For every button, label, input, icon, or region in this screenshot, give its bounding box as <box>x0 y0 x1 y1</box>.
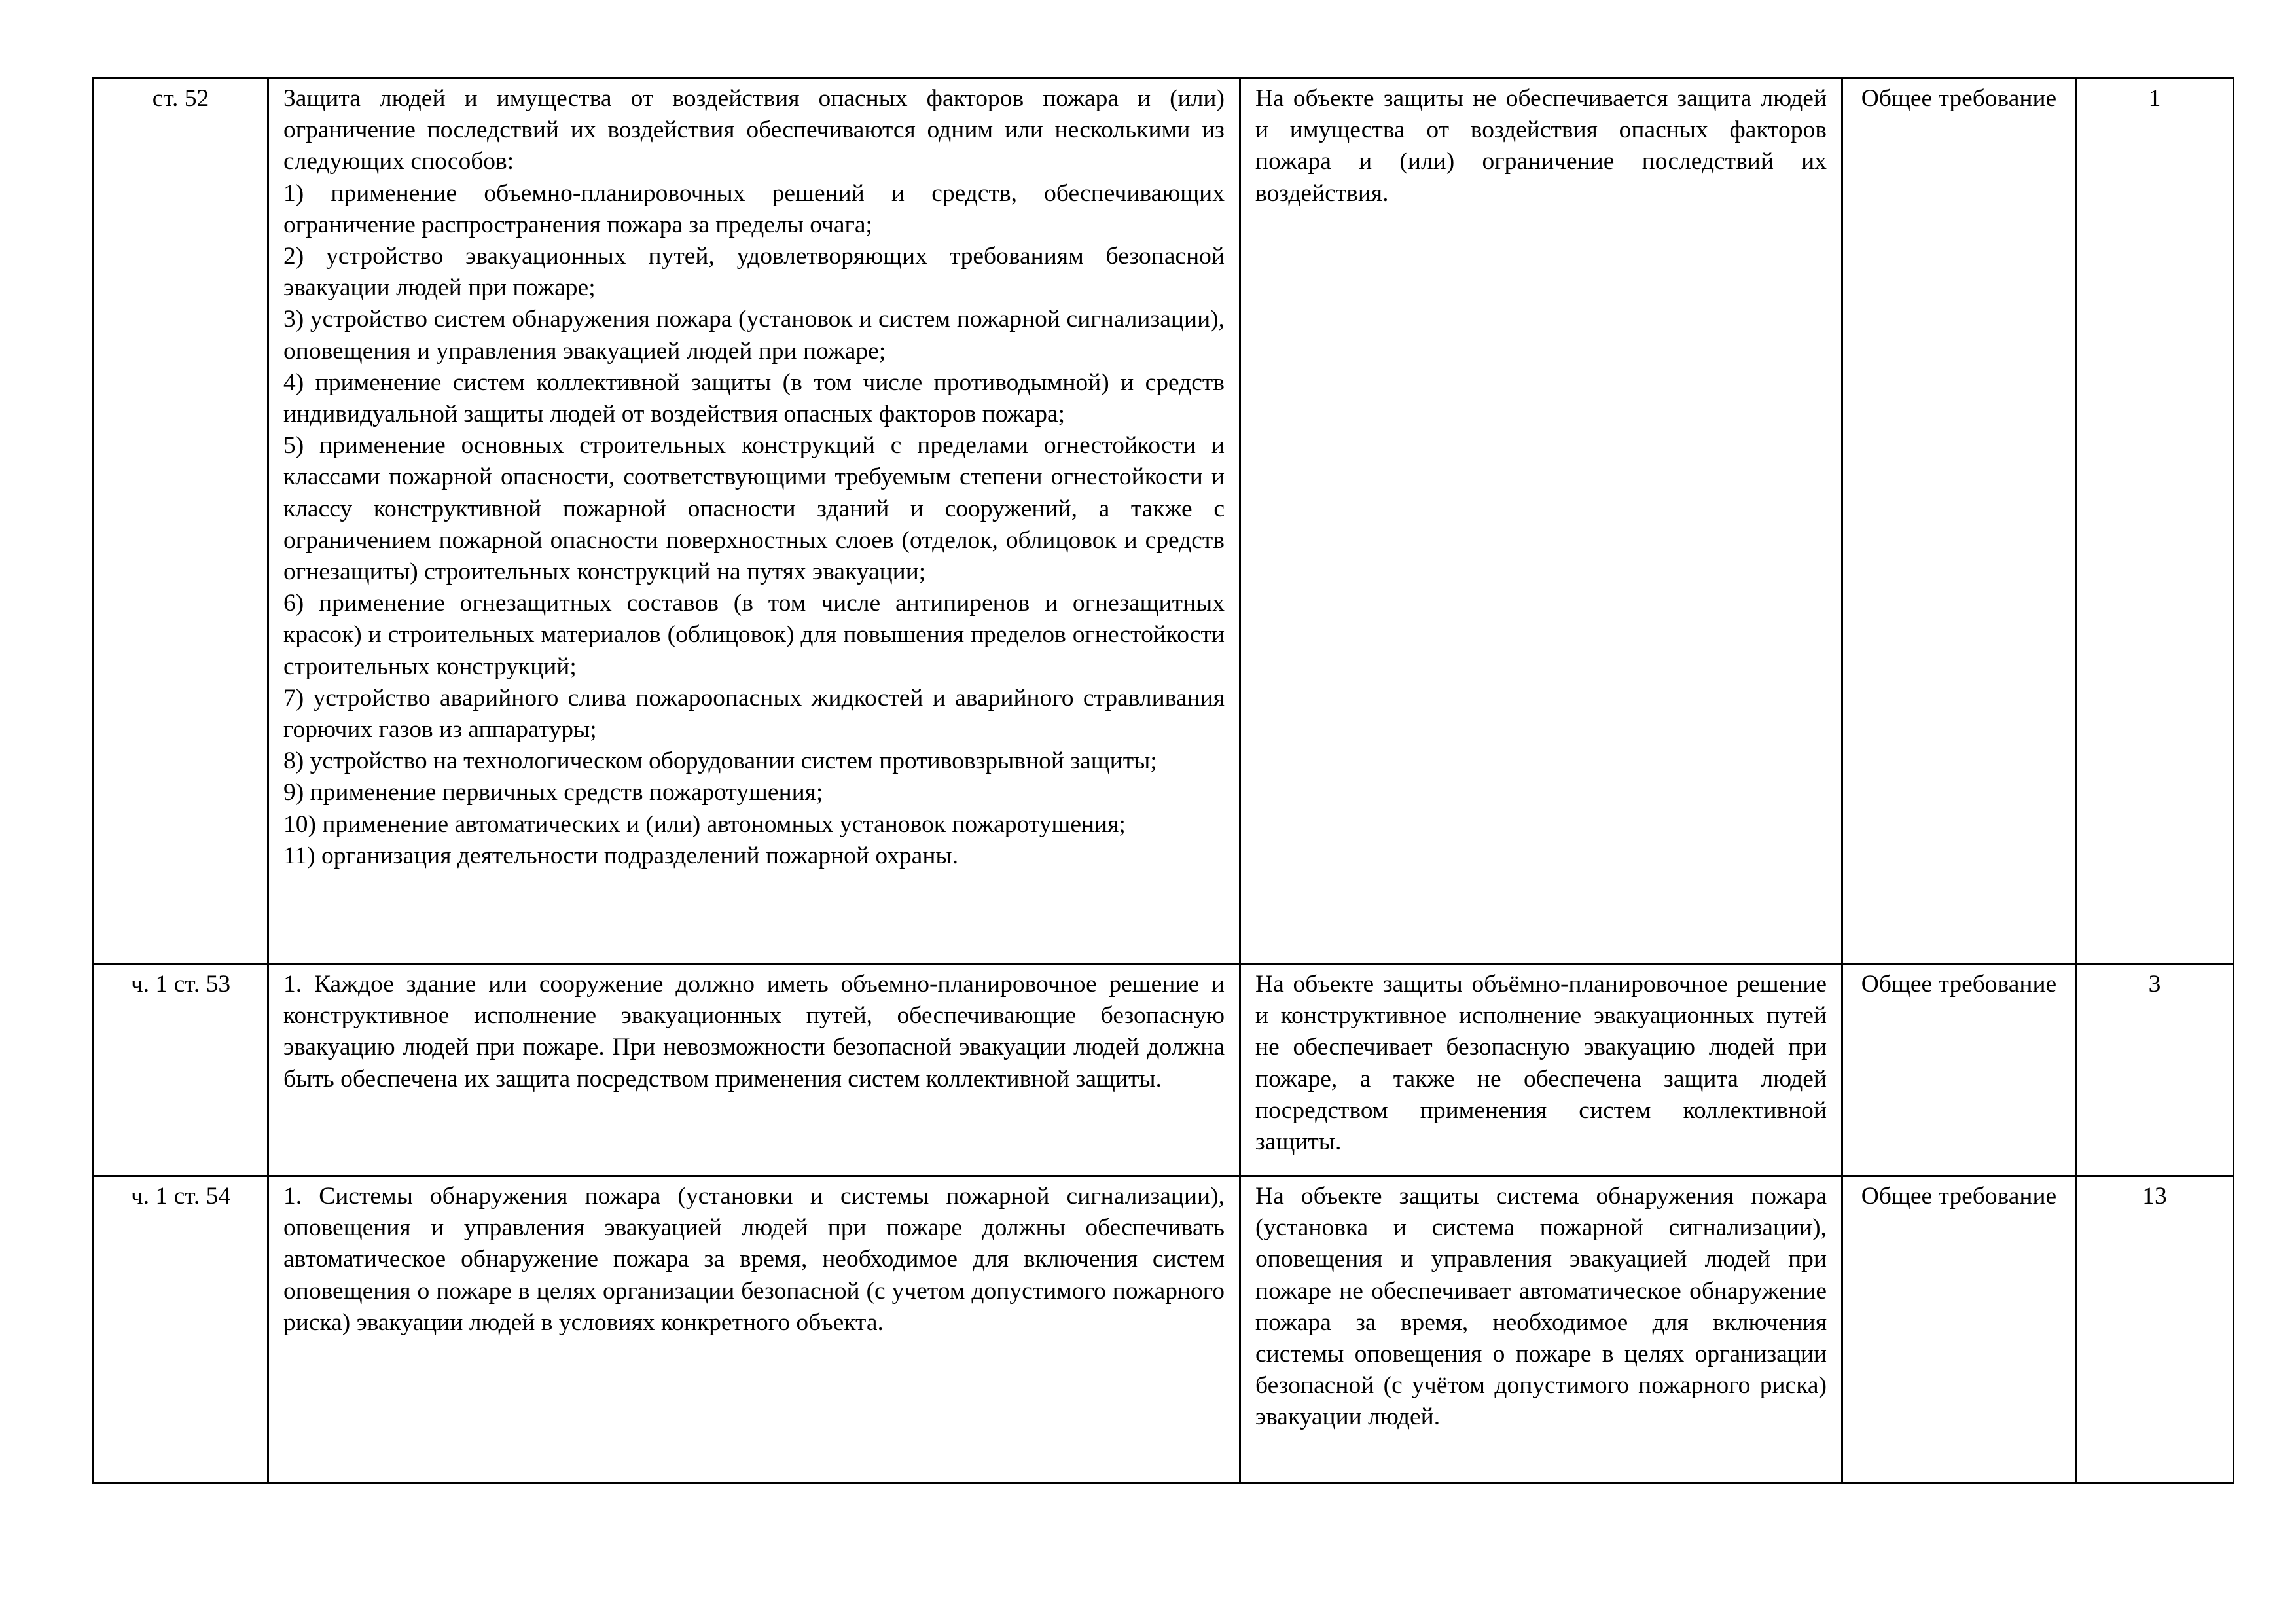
requirement-text-line: 8) устройство на технологическом оборудовании систем противовзрывной защиты; <box>283 748 1157 775</box>
requirement-text-line: 10) применение автоматических и (или) автономных установок пожаротушения; <box>283 810 1126 838</box>
requirement-text-line: 5) применение основных строительных конструкций с пределами огнестойкости и классами пожарной опасности, соответствующими требуемым степени огнестойкости и классу конструктивной пожарной опасности зданий и сооружений, а также с ограничением пожарной опасности поверхностных слоев (отделок, облицовок и средств огнезащиты) строительных конструкций на путях эвакуации; <box>283 432 1225 586</box>
violation-cell: На объекте защиты система обнаружения пожара (установка и система пожарной сигнализации), оповещения и управления эвакуацией людей при пожаре не обеспечивает автоматическое обнаружение пожара за время, необходимое для включения системы оповещения о пожаре в целях организации безопасной (с учётом допустимого пожарного риска) эвакуации людей. <box>1240 1176 1842 1483</box>
requirement-text-cell <box>268 1176 1240 1483</box>
requirements-table <box>92 77 2234 1484</box>
requirement-type-cell: Общее требование <box>1842 79 2076 964</box>
article-cell: ст. 52 <box>94 79 268 964</box>
requirement-type-cell: Общее требование <box>1842 964 2076 1176</box>
requirement-text-line: 1. Системы обнаружения пожара (установки и системы пожарной сигнализации), оповещения и управления эвакуацией людей при пожаре должны обеспечивать автоматическое обнаружение пожара за время, необходимое для включения систем оповещения о пожаре в целях организации безопасной (с учетом допустимого пожарного риска) эвакуации людей в условиях конкретного объекта. <box>283 1183 1225 1336</box>
table-row <box>94 1176 2234 1483</box>
violation-cell: На объекте защиты объёмно-планировочное решение и конструктивное исполнение эвакуационных путей не обеспечивает безопасную эвакуацию людей при пожаре, а также не обеспечена защита людей посредством применения систем коллективной защиты. <box>1240 964 1842 1176</box>
requirement-text-line: 3) устройство систем обнаружения пожара (установок и систем пожарной сигнализации), оповещения и управления эвакуацией людей при пожаре; <box>283 306 1225 365</box>
requirement-text-line: Защита людей и имущества от воздействия опасных факторов пожара и (или) ограничение последствий их воздействия обеспечиваются одним или несколькими из следующих способов: <box>283 85 1225 175</box>
number-cell: 1 <box>2076 79 2234 964</box>
requirement-text-cell <box>268 79 1240 964</box>
requirement-text-cell <box>268 964 1240 1176</box>
requirement-type-cell: Общее требование <box>1842 1176 2076 1483</box>
requirement-text-line: 9) применение первичных средств пожаротушения; <box>283 779 823 806</box>
requirement-text-line: 6) применение огнезащитных составов (в том числе антипиренов и огнезащитных красок) и строительных материалов (облицовок) для повышения пределов огнестойкости строительных конструкций; <box>283 590 1225 680</box>
requirement-text-line: 1) применение объемно-планировочных решений и средств, обеспечивающих ограничение распространения пожара за пределы очага; <box>283 179 1225 238</box>
requirement-text-line: 7) устройство аварийного слива пожароопасных жидкостей и аварийного стравливания горючих газов из аппаратуры; <box>283 684 1225 744</box>
requirement-text-line: 4) применение систем коллективной защиты (в том числе противодымной) и средств индивидуальной защиты людей от воздействия опасных факторов пожара; <box>283 369 1225 428</box>
requirement-text-line: 11) организация деятельности подразделений пожарной охраны. <box>283 842 958 869</box>
number-cell: 3 <box>2076 964 2234 1176</box>
table-row <box>94 79 2234 964</box>
violation-cell: На объекте защиты не обеспечивается защита людей и имущества от воздействия опасных факторов пожара и (или) ограничение последствий их воздействия. <box>1240 79 1842 964</box>
article-cell: ч. 1 ст. 54 <box>94 1176 268 1483</box>
requirement-text-line: 2) устройство эвакуационных путей, удовлетворяющих требованиям безопасной эвакуации людей при пожаре; <box>283 243 1225 302</box>
article-cell: ч. 1 ст. 53 <box>94 964 268 1176</box>
number-cell: 13 <box>2076 1176 2234 1483</box>
table-row <box>94 964 2234 1176</box>
requirement-text-line: 1. Каждое здание или сооружение должно иметь объемно-планировочное решение и конструктивное исполнение эвакуационных путей, обеспечивающие безопасную эвакуацию людей при пожаре. При невозможности безопасной эвакуации людей должна быть обеспечена их защита посредством применения систем коллективной защиты. <box>283 971 1225 1092</box>
